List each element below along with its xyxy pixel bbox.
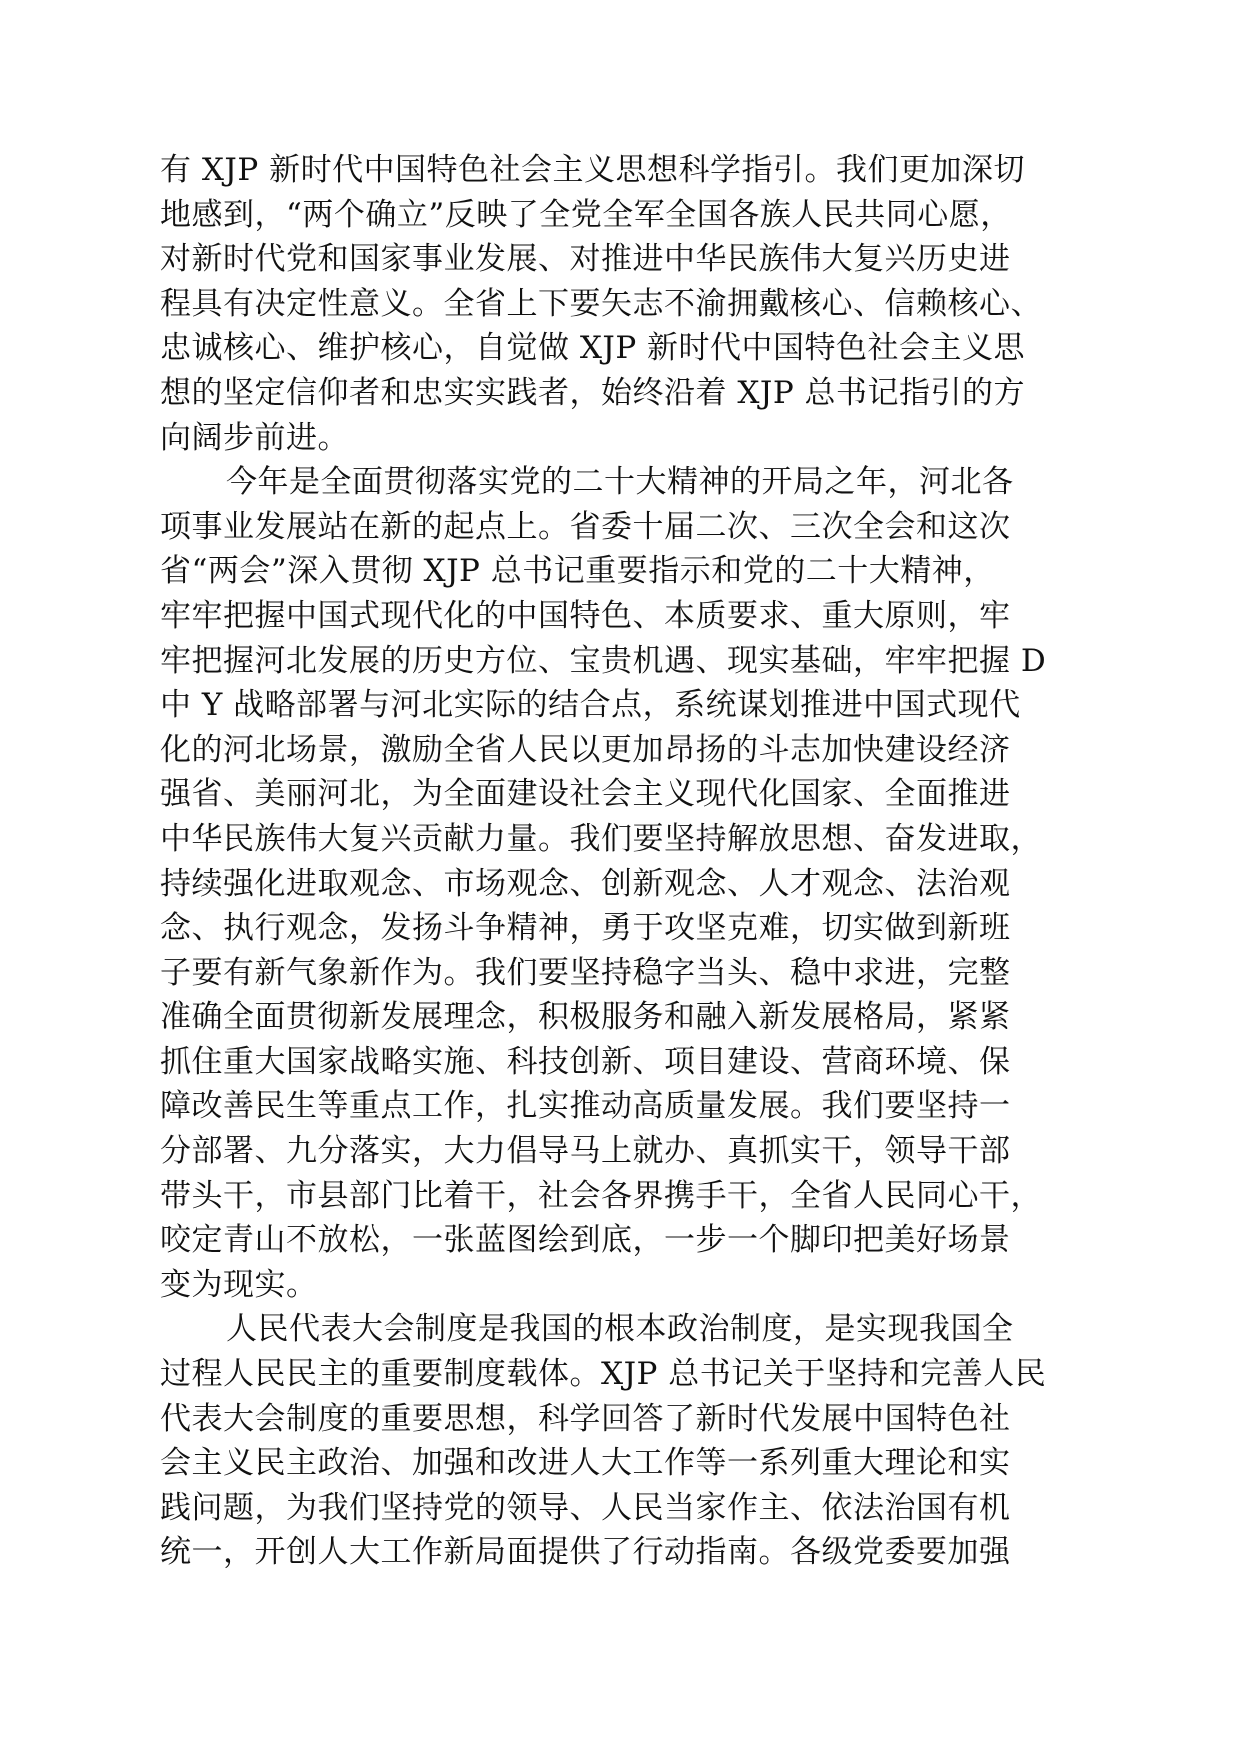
document-body — [160, 148, 1120, 1575]
text-line: 化的河北场景，激励全省人民以更加昂扬的斗志加快建设经济 — [160, 731, 1011, 768]
text-line: 统一，开创人大工作新局面提供了行动指南。各级党委要加强 — [160, 1534, 1011, 1571]
text-line: 准确全面贯彻新发展理念，积极服务和融入新发展格局，紧紧 — [160, 999, 1011, 1036]
text-line: 会主义民主政治、加强和改进人大工作等一系列重大理论和实 — [160, 1445, 1011, 1482]
text-line: 忠诚核心、维护核心，自觉做 XJP 新时代中国特色社会主义思 — [160, 330, 1026, 367]
text-line: 地感到，“两个确立”反映了全党全军全国各族人民共同心愿， — [160, 196, 1012, 233]
text-line: 有 XJP 新时代中国特色社会主义思想科学指引。我们更加深切 — [160, 152, 1026, 188]
text-line: 程具有决定性意义。全省上下要矢志不渝拥戴核心、信赖核心、 — [160, 285, 1042, 322]
text-line: 念、执行观念，发扬斗争精神，勇于攻坚克难，切实做到新班 — [160, 910, 1011, 947]
text-line: 变为现实。 — [160, 1266, 318, 1303]
text-line: 持续强化进取观念、市场观念、创新观念、人才观念、法治观 — [160, 865, 1011, 902]
text-line: 践问题，为我们坚持党的领导、人民当家作主、依法治国有机 — [160, 1489, 1011, 1526]
paragraph-1 — [160, 148, 1120, 460]
text-line: 过程人民民主的重要制度载体。XJP 总书记关于坚持和完善人民 — [160, 1356, 1047, 1393]
text-line: 障改善民生等重点工作，扎实推动高质量发展。我们要坚持一 — [160, 1088, 1011, 1125]
text-line: 中 Y 战略部署与河北实际的结合点，系统谋划推进中国式现代 — [160, 687, 1021, 724]
text-line: 对新时代党和国家事业发展、对推进中华民族伟大复兴历史进 — [160, 241, 1011, 278]
paragraph-2 — [160, 460, 1120, 1307]
text-line: 强省、美丽河北，为全面建设社会主义现代化国家、全面推进 — [160, 776, 1011, 813]
text-line: 代表大会制度的重要思想，科学回答了新时代发展中国特色社 — [160, 1400, 1011, 1437]
text-line: 省“两会”深入贯彻 XJP 总书记重要指示和党的二十大精神， — [160, 553, 995, 590]
text-line: 抓住重大国家战略实施、科技创新、项目建设、营商环境、保 — [160, 1043, 1011, 1080]
paragraph-3 — [160, 1307, 1120, 1575]
text-line: 咬定青山不放松，一张蓝图绘到底，一步一个脚印把美好场景 — [160, 1222, 1011, 1259]
text-line: 今年是全面贯彻落实党的二十大精神的开局之年，河北各 — [226, 464, 1014, 501]
text-line: 中华民族伟大复兴贡献力量。我们要坚持解放思想、奋发进取， — [160, 820, 1042, 857]
text-line: 带头干，市县部门比着干，社会各界携手干，全省人民同心干， — [160, 1177, 1042, 1214]
text-line: 分部署、九分落实，大力倡导马上就办、真抓实干，领导干部 — [160, 1133, 1011, 1170]
text-line: 项事业发展站在新的起点上。省委十届二次、三次全会和这次 — [160, 508, 1011, 545]
text-line: 牢牢把握中国式现代化的中国特色、本质要求、重大原则，牢 — [160, 597, 1011, 634]
text-line: 子要有新气象新作为。我们要坚持稳字当头、稳中求进，完整 — [160, 954, 1011, 991]
text-line: 人民代表大会制度是我国的根本政治制度，是实现我国全 — [226, 1311, 1014, 1348]
text-line: 想的坚定信仰者和忠实实践者，始终沿着 XJP 总书记指引的方 — [160, 374, 1026, 411]
text-line: 向阔步前进。 — [160, 419, 349, 456]
text-line: 牢把握河北发展的历史方位、宝贵机遇、现实基础，牢牢把握 D — [160, 642, 1047, 679]
